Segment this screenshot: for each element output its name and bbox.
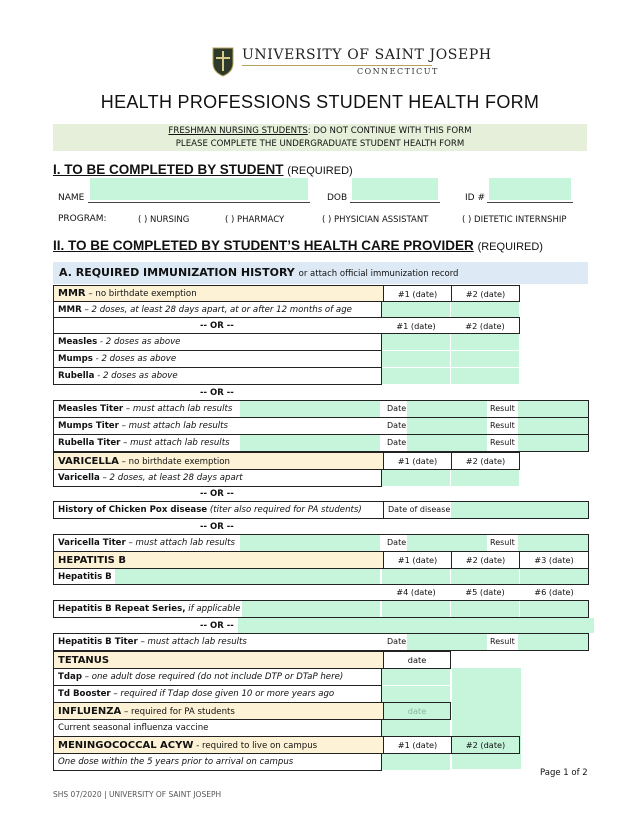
rubella-titer-result-input[interactable] xyxy=(518,435,588,451)
rubella-label: Rubella - 2 doses as above xyxy=(58,371,178,381)
mmr-dose-1-input[interactable] xyxy=(382,302,450,317)
result-label: Result xyxy=(490,421,515,430)
chickenpox-label: History of Chicken Pox disease (titer also required for PA students) xyxy=(58,505,362,515)
or-separator: -- OR -- xyxy=(200,522,234,532)
notice-line1: : DO NOT CONTINUE WITH THIS FORM xyxy=(307,126,472,136)
mumps-label: Mumps - 2 doses as above xyxy=(58,354,177,364)
dose-2-header: #2 (date) xyxy=(451,453,519,469)
or-row xyxy=(53,317,520,334)
varicella-heading-row xyxy=(53,452,520,470)
hepb-titer-row xyxy=(53,633,589,651)
or-separator: -- OR -- xyxy=(200,489,234,499)
date-label: Date xyxy=(387,421,407,430)
mumps-titer-result-input[interactable] xyxy=(518,418,588,434)
flu-heading: INFLUENZA – required for PA students xyxy=(58,705,235,717)
rubella-dose-2-input[interactable] xyxy=(451,368,519,384)
mening-row xyxy=(53,753,382,771)
measles-row xyxy=(53,333,382,351)
tetanus-heading-row xyxy=(53,651,451,669)
rubella-row xyxy=(53,367,382,385)
id-label: ID # xyxy=(465,193,485,203)
flu-date-header: date xyxy=(383,703,450,719)
result-label: Result xyxy=(490,438,515,447)
td-label: Td Booster – required if Tdap dose given 10 or more years ago xyxy=(58,689,335,699)
divider xyxy=(242,65,432,66)
date-label: Date xyxy=(387,538,407,547)
measles-titer-result-input[interactable] xyxy=(518,401,588,417)
chickenpox-date-input[interactable] xyxy=(451,502,588,518)
hepb-label: Hepatitis B xyxy=(58,571,112,582)
varicella-row xyxy=(53,469,382,487)
immunization-title: A. REQUIRED IMMUNIZATION HISTORY xyxy=(59,266,295,279)
section-1-required: (REQUIRED) xyxy=(287,165,353,177)
varicella-dose-2-input[interactable] xyxy=(451,470,519,486)
section-1-title: I. TO BE COMPLETED BY STUDENT xyxy=(53,162,284,177)
date-header: date xyxy=(383,652,450,668)
result-label: Result xyxy=(490,637,515,646)
notice-underlined: FRESHMAN NURSING STUDENTS xyxy=(168,126,308,136)
immunization-subheading xyxy=(53,262,588,284)
measles-titer-label: Measles Titer – must attach lab results xyxy=(58,404,233,414)
hepb-dose-2-input[interactable] xyxy=(451,569,519,584)
or-separator: -- OR -- xyxy=(200,321,234,331)
mening-label: One dose within the 5 years prior to arrival on campus xyxy=(58,757,294,767)
dob-underline xyxy=(350,202,440,203)
varicella-dose-1-input[interactable] xyxy=(382,470,450,486)
dose-1-header: #1 (date) xyxy=(396,321,436,331)
hepb-titer-date-input[interactable] xyxy=(407,634,487,650)
university-logo xyxy=(212,47,492,79)
mening-heading: MENINGOCOCCAL ACYW - required to live on campus xyxy=(58,739,318,751)
program-label: PROGRAM: xyxy=(58,214,107,224)
hepb-input[interactable] xyxy=(115,569,380,584)
tetanus-heading: TETANUS xyxy=(58,654,110,666)
form-title: HEALTH PROFESSIONS STUDENT HEALTH FORM xyxy=(100,92,540,112)
hepb-dose-4-input[interactable] xyxy=(382,601,450,617)
dose-1-header: #1 (date) xyxy=(383,552,451,568)
hepb-dose-6-input[interactable] xyxy=(520,601,588,617)
rubella-dose-1-input[interactable] xyxy=(382,368,450,384)
td-row xyxy=(53,685,382,703)
university-state: CONNECTICUT xyxy=(357,67,439,76)
hepb-dose-1-input[interactable] xyxy=(382,569,450,584)
date-of-disease-label: Date of disease xyxy=(383,502,450,518)
flu-heading-row xyxy=(53,702,451,720)
varicella-titer-result-input[interactable] xyxy=(518,535,588,551)
program-nursing-checkbox[interactable]: ( ) NURSING xyxy=(138,215,190,225)
mumps-titer-date-input[interactable] xyxy=(407,418,487,434)
mumps-row xyxy=(53,350,382,368)
section-2-title: II. TO BE COMPLETED BY STUDENT’S HEALTH CARE PROVIDER xyxy=(53,238,474,253)
flu-row xyxy=(53,719,382,737)
dose-1-header: #1 (date) xyxy=(383,286,451,301)
program-dietetic-checkbox[interactable]: ( ) DIETETIC INTERNSHIP xyxy=(462,215,567,225)
dose-2-header: #2 (date) xyxy=(451,737,519,753)
flu-date-input[interactable] xyxy=(382,720,450,736)
measles-dose-1-input[interactable] xyxy=(382,334,450,350)
section-2-required: (REQUIRED) xyxy=(477,241,543,253)
hepb-heading-row xyxy=(53,551,589,569)
tdap-label: Tdap – one adult dose required (do not include DTP or DTaP here) xyxy=(58,672,344,682)
rubella-titer-date-input[interactable] xyxy=(407,435,487,451)
mmr-heading-row xyxy=(53,285,520,302)
shield-icon xyxy=(212,47,234,77)
or-separator: -- OR -- xyxy=(200,621,234,631)
name-underline xyxy=(88,202,310,203)
mening-heading-row xyxy=(53,736,520,754)
name-label: NAME xyxy=(58,193,85,203)
mmr-heading: MMR – no birthdate exemption xyxy=(58,288,197,299)
varicella-titer-input[interactable] xyxy=(240,535,380,551)
id-underline xyxy=(487,202,573,203)
measles-label: Measles - 2 doses as above xyxy=(58,337,181,347)
section-1-heading xyxy=(53,162,353,177)
date-label: Date xyxy=(387,404,407,413)
program-pharmacy-checkbox[interactable]: ( ) PHARMACY xyxy=(225,215,285,225)
varicella-titer-date-input[interactable] xyxy=(407,535,487,551)
notice-box xyxy=(53,124,587,151)
result-label: Result xyxy=(490,538,515,547)
dose-6-header: #6 (date) xyxy=(534,587,574,597)
footer-text: SHS 07/2020 | UNIVERSITY OF SAINT JOSEPH xyxy=(53,790,222,799)
varicella-label: Varicella – 2 doses, at least 28 days apart xyxy=(58,473,243,483)
hepb-repeat-input[interactable] xyxy=(242,601,380,617)
mumps-dose-2-input[interactable] xyxy=(451,351,519,367)
mmr-dose-2-input[interactable] xyxy=(451,302,519,317)
mmr-row xyxy=(53,301,382,318)
university-name: UNIVERSITY OF SAINT JOSEPH xyxy=(242,47,492,63)
mening-dose-1-input[interactable] xyxy=(382,754,450,770)
dob-label: DOB xyxy=(327,193,348,203)
dose-1-header: #1 (date) xyxy=(383,737,451,753)
immunization-note: or attach official immunization record xyxy=(298,269,459,279)
flu-label: Current seasonal influenza vaccine xyxy=(58,723,209,733)
measles-titer-input[interactable] xyxy=(240,401,380,417)
date-label: Date xyxy=(387,637,407,646)
hepb-titer-result-input[interactable] xyxy=(518,634,588,650)
page-number: Page 1 of 2 xyxy=(540,768,588,778)
measles-titer-date-input[interactable] xyxy=(407,401,487,417)
dose-2-header: #2 (date) xyxy=(465,321,505,331)
dose-2-header: #2 (date) xyxy=(451,286,519,301)
dose-2-header: #2 (date) xyxy=(451,552,519,568)
varicella-heading: VARICELLA – no birthdate exemption xyxy=(58,455,230,467)
hepb-dose-3-input[interactable] xyxy=(520,569,588,584)
hepb-heading: HEPATITIS B xyxy=(58,554,126,566)
dose-1-header: #1 (date) xyxy=(383,453,451,469)
hepb-repeat-label: Hepatitis B Repeat Series, if applicable xyxy=(58,604,241,614)
tdap-row xyxy=(53,668,382,686)
hepb-titer-label: Hepatitis B Titer – must attach lab results xyxy=(58,637,247,647)
program-pa-checkbox[interactable]: ( ) PHYSICIAN ASSISTANT xyxy=(322,215,429,225)
varicella-titer-label: Varicella Titer – must attach lab results xyxy=(58,538,235,548)
measles-dose-2-input[interactable] xyxy=(451,334,519,350)
or-fill[interactable] xyxy=(238,618,594,633)
rubella-titer-label: Rubella Titer – must attach lab results xyxy=(58,438,230,448)
section-2-heading xyxy=(53,238,543,253)
notice-line2: PLEASE COMPLETE THE UNDERGRADUATE STUDENT HEALTH FORM xyxy=(175,139,465,149)
dob-input[interactable] xyxy=(352,178,438,200)
date-label: Date xyxy=(387,438,407,447)
td-date-input[interactable] xyxy=(382,686,450,702)
dose-4-header: #4 (date) xyxy=(396,587,436,597)
tdap-date-input[interactable] xyxy=(382,669,450,685)
mumps-titer-label: Mumps Titer – must attach lab results xyxy=(58,421,229,431)
result-label: Result xyxy=(490,404,515,413)
dose-5-header: #5 (date) xyxy=(465,587,505,597)
or-separator: -- OR -- xyxy=(200,388,234,398)
mmr-label: MMR – 2 doses, at least 28 days apart, at or after 12 months of age xyxy=(58,304,352,315)
dose-3-header: #3 (date) xyxy=(519,552,588,568)
hepb-dose-5-input[interactable] xyxy=(451,601,519,617)
mumps-titer-row xyxy=(53,417,589,435)
hepb-repeat-headers xyxy=(382,584,588,601)
name-input[interactable] xyxy=(90,178,308,200)
rubella-titer-input[interactable] xyxy=(240,435,380,451)
id-input[interactable] xyxy=(489,178,571,200)
mumps-dose-1-input[interactable] xyxy=(382,351,450,367)
